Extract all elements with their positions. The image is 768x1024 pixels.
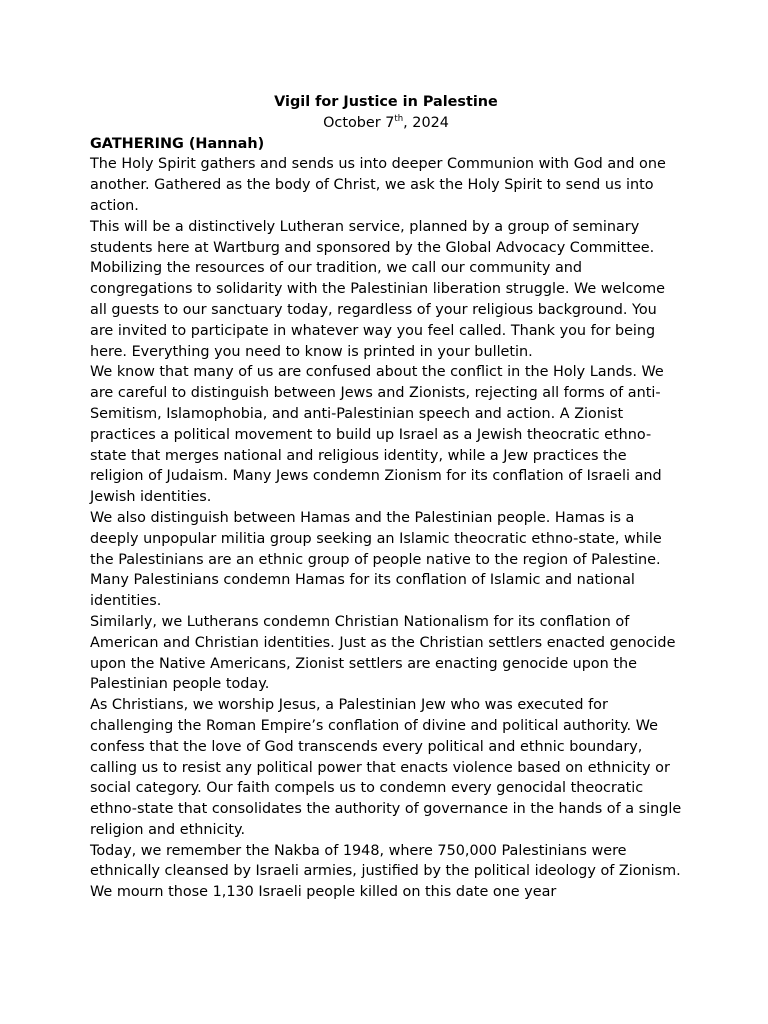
date-text: October 7 [323,114,395,131]
section-heading-gathering: GATHERING (Hannah) [90,135,265,152]
paragraph: We know that many of us are confused about the conflict in the Holy Lands. We are careful to distinguish between Jews and Zionists, rejecting all forms of anti-Semitism, Islamophobia, and anti-Palestinian speech and action. A Zionist practices a political movement to build up Israel as a Jewish theocratic ethno-state that merges national and religious identity, while a Jew practices the religion of Judaism. Many Jews condemn Zionism for its conflation of Israeli and Jewish identities. [90,364,664,506]
date-ordinal-suffix: th [394,114,404,124]
paragraph: We also distinguish between Hamas and the Palestinian people. Hamas is a deeply unpopular militia group seeking an Islamic theocratic ethno-state, while the Palestinians are an ethnic group of people native to the region of Palestine. Many Palestinians condemn Hamas for its conflation of Islamic and national identities. [90,509,662,610]
document-title: Vigil for Justice in Palestine [274,94,498,110]
paragraph: The Holy Spirit gathers and sends us into deeper Communion with God and one another. Gathered as the body of Christ, we ask the Holy Spirit to send us into action. [90,156,666,214]
date-year: , 2024 [403,114,449,131]
document-page [90,92,682,903]
document-date [90,113,682,134]
paragraph: Today, we remember the Nakba of 1948, where 750,000 Palestinians were ethnically cleansed by Israeli armies, justified by the political ideology of Zionism. We mourn those 1,130 Israeli people killed on this date one year [90,842,681,901]
paragraph: Similarly, we Lutherans condemn Christian Nationalism for its conflation of American and Christian identities. Just as the Christian settlers enacted genocide upon the Native Americans, Zionist settlers are enacting genocide upon the Palestinian people today. [90,613,676,693]
paragraph: As Christians, we worship Jesus, a Palestinian Jew who was executed for challenging the Roman Empire’s conflation of divine and political authority. We confess that the love of God transcends every political and ethnic boundary, calling us to resist any political power that enacts violence based on ethnicity or social category. Our faith compels us to condemn every genocidal theocratic ethno-state that consolidates the authority of governance in the hands of a single religion and ethnicity. [90,697,682,838]
paragraph: This will be a distinctively Lutheran service, planned by a group of seminary students here at Wartburg and sponsored by the Global Advocacy Committee. Mobilizing the resources of our tradition, we call our community and congregations to solidarity with the Palestinian liberation struggle. We welcome all guests to our sanctuary today, regardless of your religious background. You are invited to participate in whatever way you feel called. Thank you for being here. Everything you need to know is printed in your bulletin. [90,218,666,360]
